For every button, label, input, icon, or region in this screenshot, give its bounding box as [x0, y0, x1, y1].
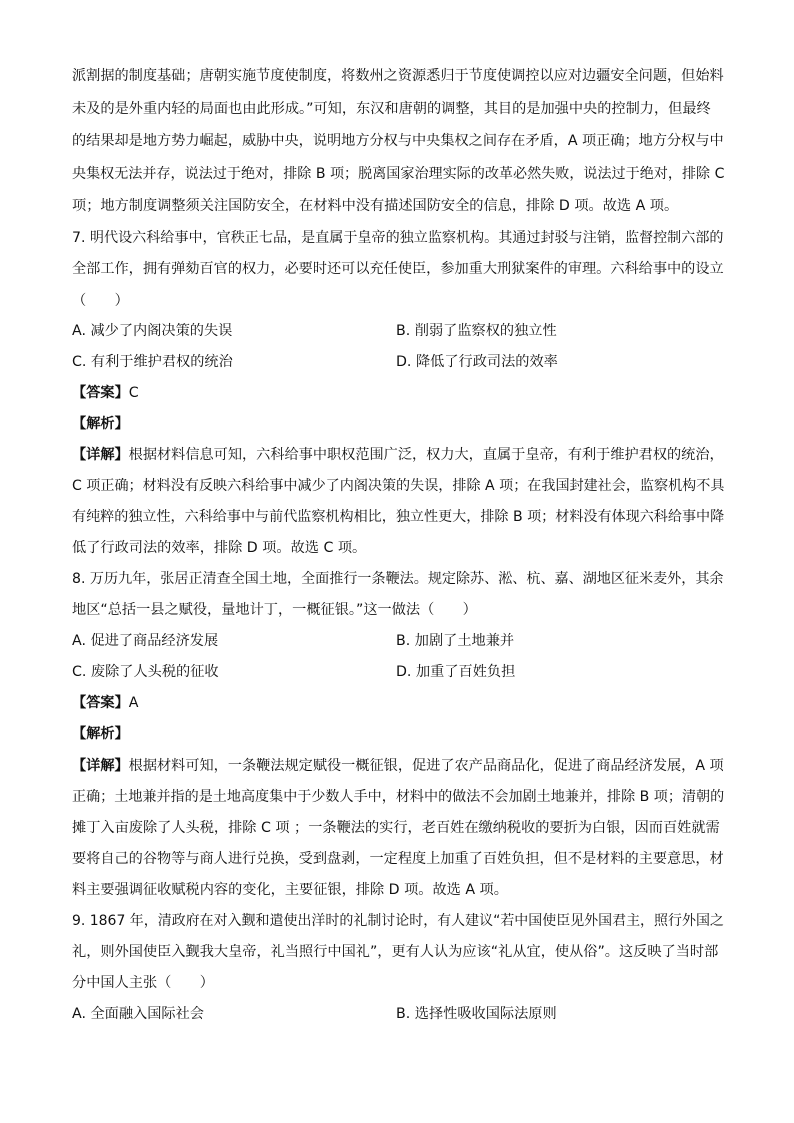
question-7-answer	[72, 383, 139, 403]
analysis-tag: 【解析】	[72, 416, 129, 432]
answer-tag: 【答案】	[72, 695, 129, 711]
question-7-stem: 全部工作，拥有弹劾百官的权力，必要时还可以充任使臣，参加重大刑狱案件的审理。六科给事中的设立	[72, 261, 724, 277]
question-7-detail	[72, 445, 724, 465]
detail-tag: 【详解】	[72, 447, 129, 463]
text-line: 项；地方制度调整须关注国防安全，在材料中没有描述国防安全的信息，排除 D 项。故选 A 项。	[72, 198, 679, 214]
question-7-blank: （ ）	[72, 293, 129, 309]
detail-tag: 【详解】	[72, 758, 129, 774]
text-line: 的结果却是地方势力崛起，威胁中央，说明地方分权与中央集权之间存在矛盾，A 项正确；地方分权与中	[72, 133, 724, 149]
question-9-option-b: B. 选择性吸收国际法原则	[396, 1006, 557, 1022]
question-8-stem: 地区“总括一县之赋役，量地计丁，一概征银。”这一做法（ ）	[72, 602, 477, 618]
text-line: 低了行政司法的效率，排除 D 项。故选 C 项。	[72, 540, 367, 556]
question-7-option-c: C. 有利于维护君权的统治	[72, 354, 233, 370]
question-8-analysis-tag	[72, 724, 129, 744]
answer-value: A	[128, 695, 139, 711]
question-8-detail	[72, 756, 724, 776]
text-line: 料主要强调征收赋税内容的变化，主要征银，排除 D 项。故选 A 项。	[72, 882, 508, 898]
question-9-option-a: A. 全面融入国际社会	[72, 1006, 204, 1022]
text-line: C 项正确；材料没有反映六科给事中减少了内阁决策的失误，排除 A 项；在我国封建社会，监察机构不具	[72, 478, 725, 494]
question-8-answer	[72, 693, 138, 713]
question-8-option-c: C. 废除了人头税的征收	[72, 664, 219, 680]
question-9-stem: 分中国人主张（ ）	[72, 975, 214, 991]
text-line: 央集权无法并存，说法过于绝对，排除 B 项；脱离国家治理实际的改革必然失败，说法过于绝对，排除 C	[72, 166, 725, 182]
text-line: 未及的是外重内轻的局面也由此形成。”可知，东汉和唐朝的调整，其目的是加强中央的控制力，但最终	[72, 101, 711, 117]
detail-text: 根据材料信息可知，六科给事中职权范围广泛，权力大，直属于皇帝，有利于维护君权的统治，	[128, 447, 724, 463]
question-8-option-d: D. 加重了百姓负担	[396, 664, 516, 680]
question-7-analysis-tag	[72, 414, 129, 434]
analysis-tag: 【解析】	[72, 726, 129, 742]
question-8-option-b: B. 加剧了土地兼并	[396, 633, 515, 649]
question-7-option-a: A. 减少了内阁决策的失误	[72, 323, 233, 339]
question-7-stem: 7. 明代设六科给事中，官秩正七品，是直属于皇帝的独立监察机构。其通过封驳与注销，监督控制六部的	[72, 230, 724, 246]
question-8-option-a: A. 促进了商品经济发展	[72, 633, 219, 649]
question-7-option-d: D. 降低了行政司法的效率	[396, 354, 558, 370]
text-line: 正确；土地兼并指的是土地高度集中于少数人手中，材料中的做法不会加剧土地兼并，排除 B 项；清朝的	[72, 789, 725, 805]
text-line: 有纯粹的独立性，六科给事中与前代监察机构相比，独立性更大，排除 B 项；材料没有体现六科给事中降	[72, 509, 725, 525]
text-line: 派割据的制度基础；唐朝实施节度使制度，将数州之资源悉归于节度使调控以应对边疆安全问题，但始料	[72, 68, 724, 84]
question-8-stem: 8. 万历九年，张居正清查全国土地，全面推行一条鞭法。规定除苏、淞、杭、嘉、湖地区征米麦外，其余	[72, 571, 724, 587]
answer-tag: 【答案】	[72, 385, 129, 401]
question-9-stem: 礼，则外国使臣入觐我大皇帝，礼当照行中国礼”，更有人认为应该“礼从宜，使从俗”。这反映了当时部	[72, 944, 719, 960]
text-line: 要将自己的谷物等与商人进行兑换，受到盘剥，一定程度上加重了百姓负担，但不是材料的主要意思，材	[72, 851, 724, 867]
answer-value: C	[128, 385, 139, 401]
question-9-stem: 9. 1867 年，清政府在对入觐和遣使出洋时的礼制讨论时，有人建议“若中国使臣见外国君主，照行外国之	[72, 913, 724, 929]
detail-text: 根据材料可知，一条鞭法规定赋役一概征银，促进了农产品商品化，促进了商品经济发展，A 项	[128, 758, 724, 774]
text-line: 摊丁入亩废除了人头税，排除 C 项 ；一条鞭法的实行，老百姓在缴纳税收的要折为白银，因而百姓就需	[72, 820, 720, 836]
question-7-option-b: B. 削弱了监察权的独立性	[396, 323, 557, 339]
